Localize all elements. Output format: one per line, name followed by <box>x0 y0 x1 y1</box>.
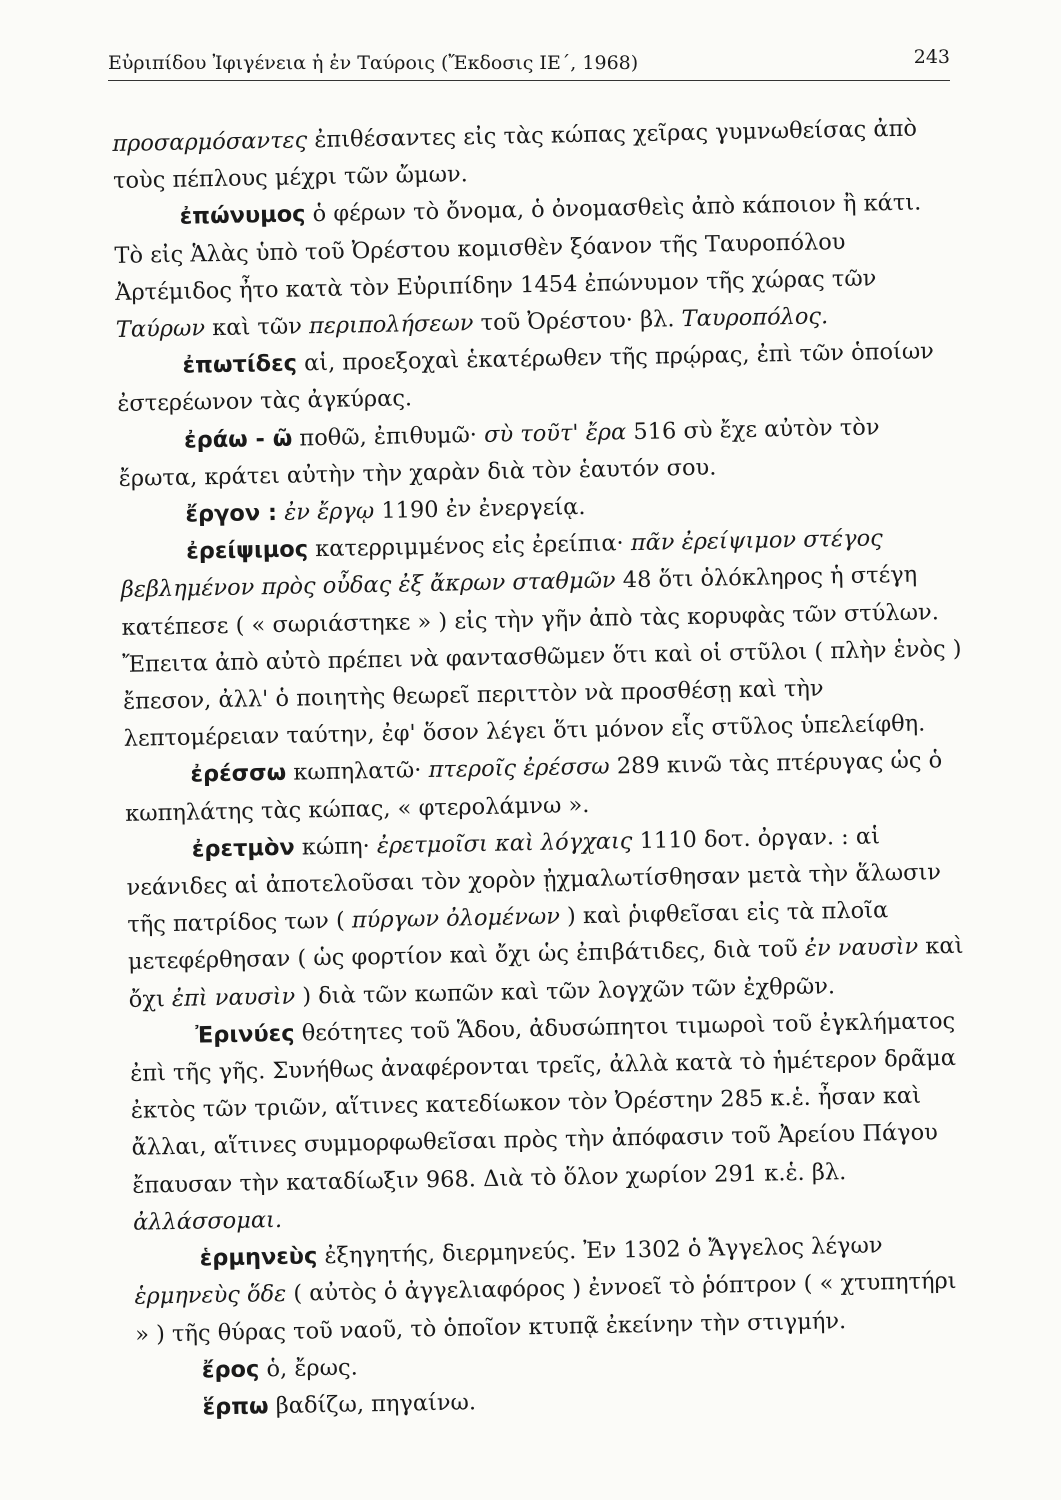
entry-headword: ἑρμηνεὺς <box>199 1243 318 1272</box>
italic-quote: ἐν ναυσὶν <box>804 934 919 963</box>
entry-text: ) διὰ τῶν κωπῶν καὶ τῶν λογχῶν τῶν ἐχθρῶν. <box>294 972 836 1010</box>
entry-headword: ἐράω - ῶ <box>183 425 293 454</box>
italic-quote: σὺ τοῦτ' ἔρα <box>483 418 627 448</box>
glossary-entry <box>129 1003 975 1242</box>
italic-quote: περιπολήσεων <box>308 310 474 340</box>
entry-headword: ἐρείψιμος <box>185 536 309 565</box>
italic-quote: ἀλλάσσομαι. <box>132 1206 283 1236</box>
glossary-entry <box>126 817 971 1019</box>
entry-headword: ἔρος <box>201 1356 260 1384</box>
entry-text: 289 κινῶ τὰς πτέρυγας ὡς ὁ κωπηλάτης τὰς κώπας, « φτερολάμνω ». <box>124 747 943 827</box>
entry-headword: ἐρετμὸν <box>191 834 295 863</box>
italic-quote: Ταυροπόλος. <box>681 303 829 333</box>
running-title: Εὐριπίδου Ἰφιγένεια ἡ ἐν Ταύροις (Ἔκδοσις ΙΕ΄, 1968) <box>108 52 639 74</box>
italic-quote: ἑρμηνεὺς ὅδε <box>134 1281 287 1311</box>
running-header <box>108 46 950 81</box>
entry-text: καὶ ὄχι <box>128 933 964 1013</box>
entry-text: ) καὶ ῥιφθεῖσαι εἰς τὰ πλοῖα μετεφέρθησαν ( ὡς φορτίον καὶ ὄχι ὡς ἐπιβάτιδες, διὰ τοῦ <box>127 897 889 976</box>
italic-quote: προσαρμόσαντες <box>112 127 308 157</box>
glossary-body <box>112 110 979 1428</box>
entry-text: θεότητες τοῦ Ἅδου, ἀδυσώπητοι τιμωροὶ τοῦ ἐγκλήματος ἐπὶ τῆς γῆς. Συνήθως ἀναφέρονται τρεῖς, ἀλλὰ κατὰ τὸ ἡμέτερον δρᾶμα ἐκτὸς τῶν τριῶν, αἵτινες κατεδίωκον τὸν Ὀρέστην 285 κ.ἑ. ἦσαν καὶ ἄλλαι, αἵτινες συμμορφωθεῖσαι πρὸς τὴν ἀπόφασιν τοῦ Ἀρείου Πάγου ἔπαυσαν τὴν καταδίωξιν 968. Διὰ τὸ ὅλον χωρίον 291 κ.ἑ. βλ. <box>129 1007 957 1199</box>
entry-text: ἐπιθέσαντες εἰς τὰς κώπας χεῖρας γυμνωθείσας ἀπὸ τοὺς πέπλους μέχρι τῶν ὤμων. <box>112 115 918 195</box>
entry-text: ( αὐτὸς ὁ ἀγγελιαφόρος ) ἐννοεῖ τὸ ῥόπτρον ( « χτυπητήρι » ) τῆς θύρας τοῦ ναοῦ, τὸ ὁποῖον κτυπᾷ ἐκείνην τὴν στιγμήν. <box>134 1268 957 1348</box>
entry-text: κωπηλατῶ· <box>285 757 429 787</box>
italic-quote: ἐπὶ ναυσὶν <box>171 983 296 1012</box>
entry-text: καὶ τῶν <box>204 313 310 342</box>
entry-text: 48 ὅτι ὁλόκληρος ἡ στέγη κατέπεσε ( « σωριάστηκε » ) εἰς τὴν γῆν ἀπὸ τὰς κορυφὰς τῶν στύλων. Ἔπειτα ἀπὸ αὐτὸ πρέπει νὰ φαντασθῶμεν ὅτι καὶ οἱ στῦλοι ( πλὴν ἑνὸς ) ἔπεσον, ἀλλ' ὁ ποιητὴς θεωρεῖ περιττὸν νὰ προσθέσῃ καὶ τὴν λεπτομέρειαν ταύτην, ἐφ' ὅσον λέγει ὅτι μόνον εἷς στῦλος ὑπελείφθη. <box>121 562 962 753</box>
italic-quote: πύργων ὀλομένων <box>351 903 561 934</box>
glossary-entry <box>113 184 958 349</box>
entry-text: βαδίζω, πηγαίνω. <box>268 1389 477 1420</box>
page-number: 243 <box>913 46 950 68</box>
entry-text: 516 σὺ ἔχε αὐτὸν τὸν ἔρωτα, κράτει αὐτὴν τὴν χαρὰν διὰ τὸν ἑαυτόν σου. <box>118 413 880 492</box>
entry-text: ὁ φέρων τὸ ὄνομα, ὁ ὀνομασθεὶς ἀπὸ κάποιον ἢ κάτι. Τὸ εἰς Ἁλὰς ὑπὸ τοῦ Ὀρέστου κομισθὲν ξόανον τῆς Ταυροπόλου Ἀρτέμιδος ἦτο κατὰ τὸν Εὐριπίδην 1454 ἐπώνυμον τῆς χώρας τῶν <box>114 189 922 306</box>
italic-quote: ἐρετμοῖσι καὶ λόγχαις <box>376 828 633 859</box>
entry-text: κατερριμμένος εἰς ἐρείπια· <box>307 530 632 563</box>
glossary-entry <box>133 1226 977 1354</box>
entry-text: κώπη· <box>294 832 378 861</box>
entry-headword: ἐρέσσω <box>190 760 287 789</box>
italic-quote: πᾶν ἐρείψιμον στέγος βεβλημένον πρὸς οὖδας ἐξ ἄκρων σταθμῶν <box>120 525 883 604</box>
glossary-entry <box>120 519 966 758</box>
italic-quote: Ταύρων <box>115 315 206 343</box>
entry-text: ὁ, ἔρως. <box>259 1354 358 1383</box>
entry-text: ποθῶ, ἐπιθυμῶ· <box>291 421 485 452</box>
entry-text: 1110 δοτ. ὀργαν. : αἱ νεάνιδες αἱ ἀποτελοῦσαι τὸν χορὸν ᾐχμαλωτίσθησαν μετὰ τὴν ἅλωσιν τῆς πατρίδος των ( <box>126 823 942 939</box>
entry-text: αἱ, προεξοχαὶ ἑκατέρωθεν τῆς πρῴρας, ἐπὶ τῶν ὁποίων ἐστερέωνον τὰς ἀγκύρας. <box>117 338 935 418</box>
entry-text: τοῦ Ὀρέστου· βλ. <box>473 306 682 337</box>
entry-headword: ἕρπω <box>202 1393 269 1421</box>
italic-quote: πτεροῖς ἐρέσσω <box>428 754 610 784</box>
entry-headword: Ἐρινύες <box>195 1020 295 1049</box>
entry-headword: ἔργον : <box>185 499 278 528</box>
entry-text: ἐξηγητής, διερμηνεύς. Ἐν 1302 ὁ Ἄγγελος λέγων <box>317 1232 883 1270</box>
entry-headword: ἐπωτίδες <box>182 350 298 379</box>
italic-quote: ἐν ἔργῳ <box>283 498 375 526</box>
entry-text: 1190 ἐν ἐνεργείᾳ. <box>373 494 586 525</box>
entry-headword: ἐπώνυμος <box>179 201 306 231</box>
